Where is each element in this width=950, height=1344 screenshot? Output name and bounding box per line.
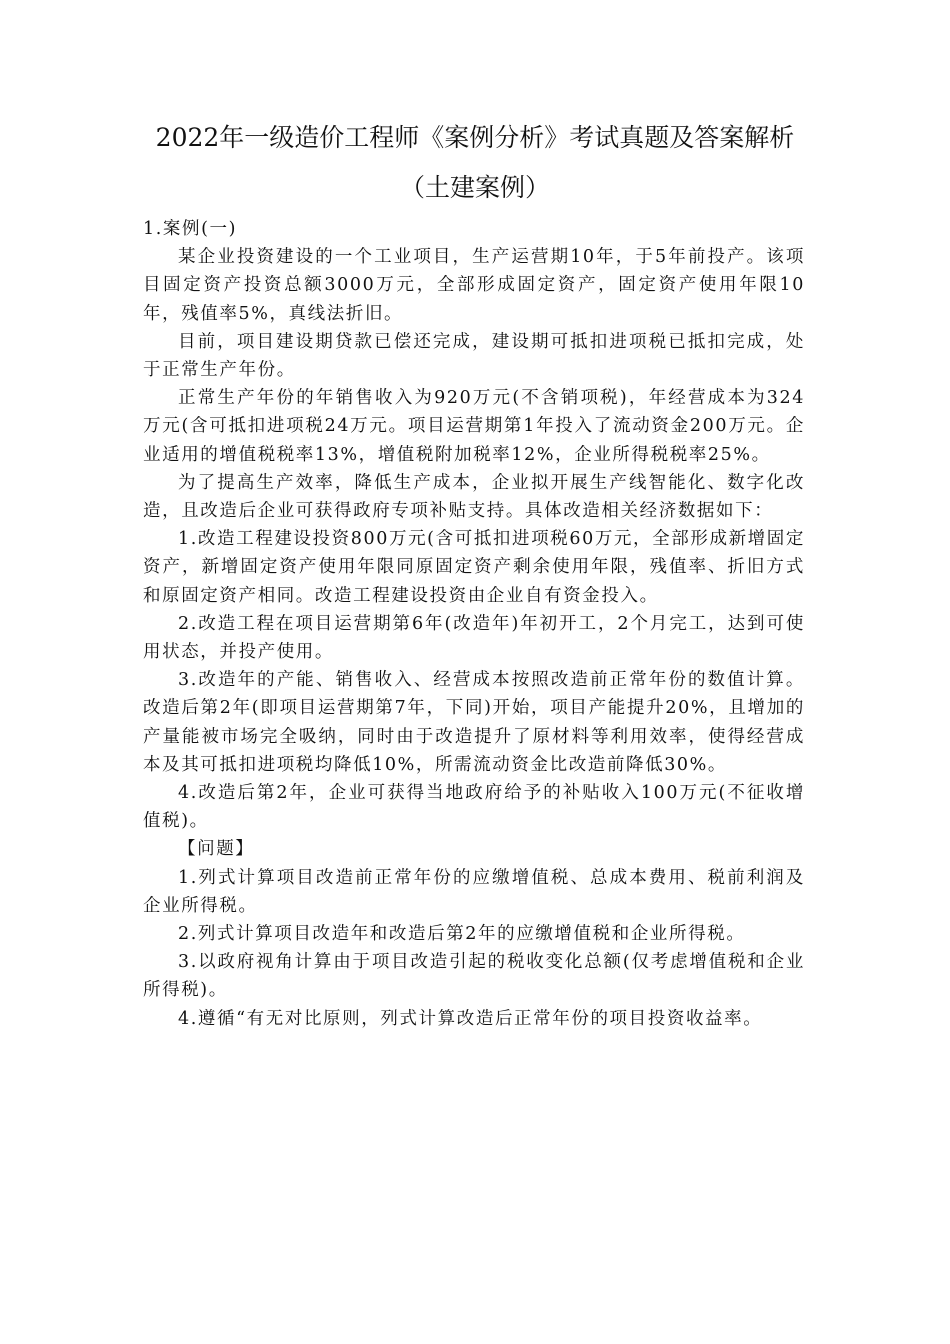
list-item-renovation-4: 4.改造后第2年，企业可获得当地政府给予的补贴收入100万元(不征收增值税)。: [143, 783, 805, 832]
list-item-renovation-3: 3.改造年的产能、销售收入、经营成本按照改造前正常年份的数值计算。改造后第2年(即项目运营期第7年，下同)开始，项目产能提升20%，且增加的产量能被市场完全吸纳，同时由于改造提升了原材料等利用效率，使得经营成本及其可抵扣进项税均降低10%，所需流动资金比改造前降低30%。: [143, 670, 805, 775]
paragraph-current-status: 目前，项目建设期贷款已偿还完成，建设期可抵扣进项税已抵扣完成，处于正常生产年份。: [143, 331, 805, 381]
paragraph-project-background: 某企业投资建设的一个工业项目，生产运营期10年，于5年前投产。该项目固定资产投资总额3000万元，全部形成固定资产，固定资产使用年限10年，残值率5%，真线法折旧。: [143, 247, 805, 324]
paragraph-renovation-intro: 为了提高生产效率，降低生产成本，企业拟开展生产线智能化、数字化改造，且改造后企业可获得政府专项补贴支持。具体改造相关经济数据如下：: [143, 472, 805, 522]
case-heading: 1.案例(一): [143, 219, 238, 239]
document-body: [143, 215, 805, 1033]
document-subtitle: （土建案例）: [399, 173, 550, 202]
document-title: 2022年一级造价工程师《案例分析》考试真题及答案解析: [155, 123, 795, 152]
question-3: 3.以政府视角计算由于项目改造引起的税收变化总额(仅考虑增值税和企业所得税)。: [143, 952, 805, 1001]
question-2: 2.列式计算项目改造年和改造后第2年的应缴增值税和企业所得税。: [178, 924, 746, 945]
paragraph-operating-data: 正常生产年份的年销售收入为920万元(不含销项税)，年经营成本为324万元(含可抵扣进项税24万元。项目运营期第1年投入了流动资金200万元。企业适用的增值税税率13%，增值税附加税率12%，企业所得税税率25%。: [143, 388, 805, 465]
question-1: 1.列式计算项目改造前正常年份的应缴增值税、总成本费用、税前利润及企业所得税。: [143, 867, 805, 916]
questions-heading: 【问题】: [178, 839, 255, 860]
list-item-renovation-2: 2.改造工程在项目运营期第6年(改造年)年初开工，2个月完工，达到可使用状态，并投产使用。: [143, 613, 805, 663]
list-item-renovation-1: 1.改造工程建设投资800万元(含可抵扣进项税60万元，全部形成新增固定资产，新增固定资产使用年限同原固定资产剩余使用年限，残值率、折旧方式和原固定资产相同。改造工程建设投资由企业自有资金投入。: [143, 529, 805, 606]
question-4: 4.遵循“有无对比原则，列式计算改造后正常年份的项目投资收益率。: [178, 1008, 763, 1029]
